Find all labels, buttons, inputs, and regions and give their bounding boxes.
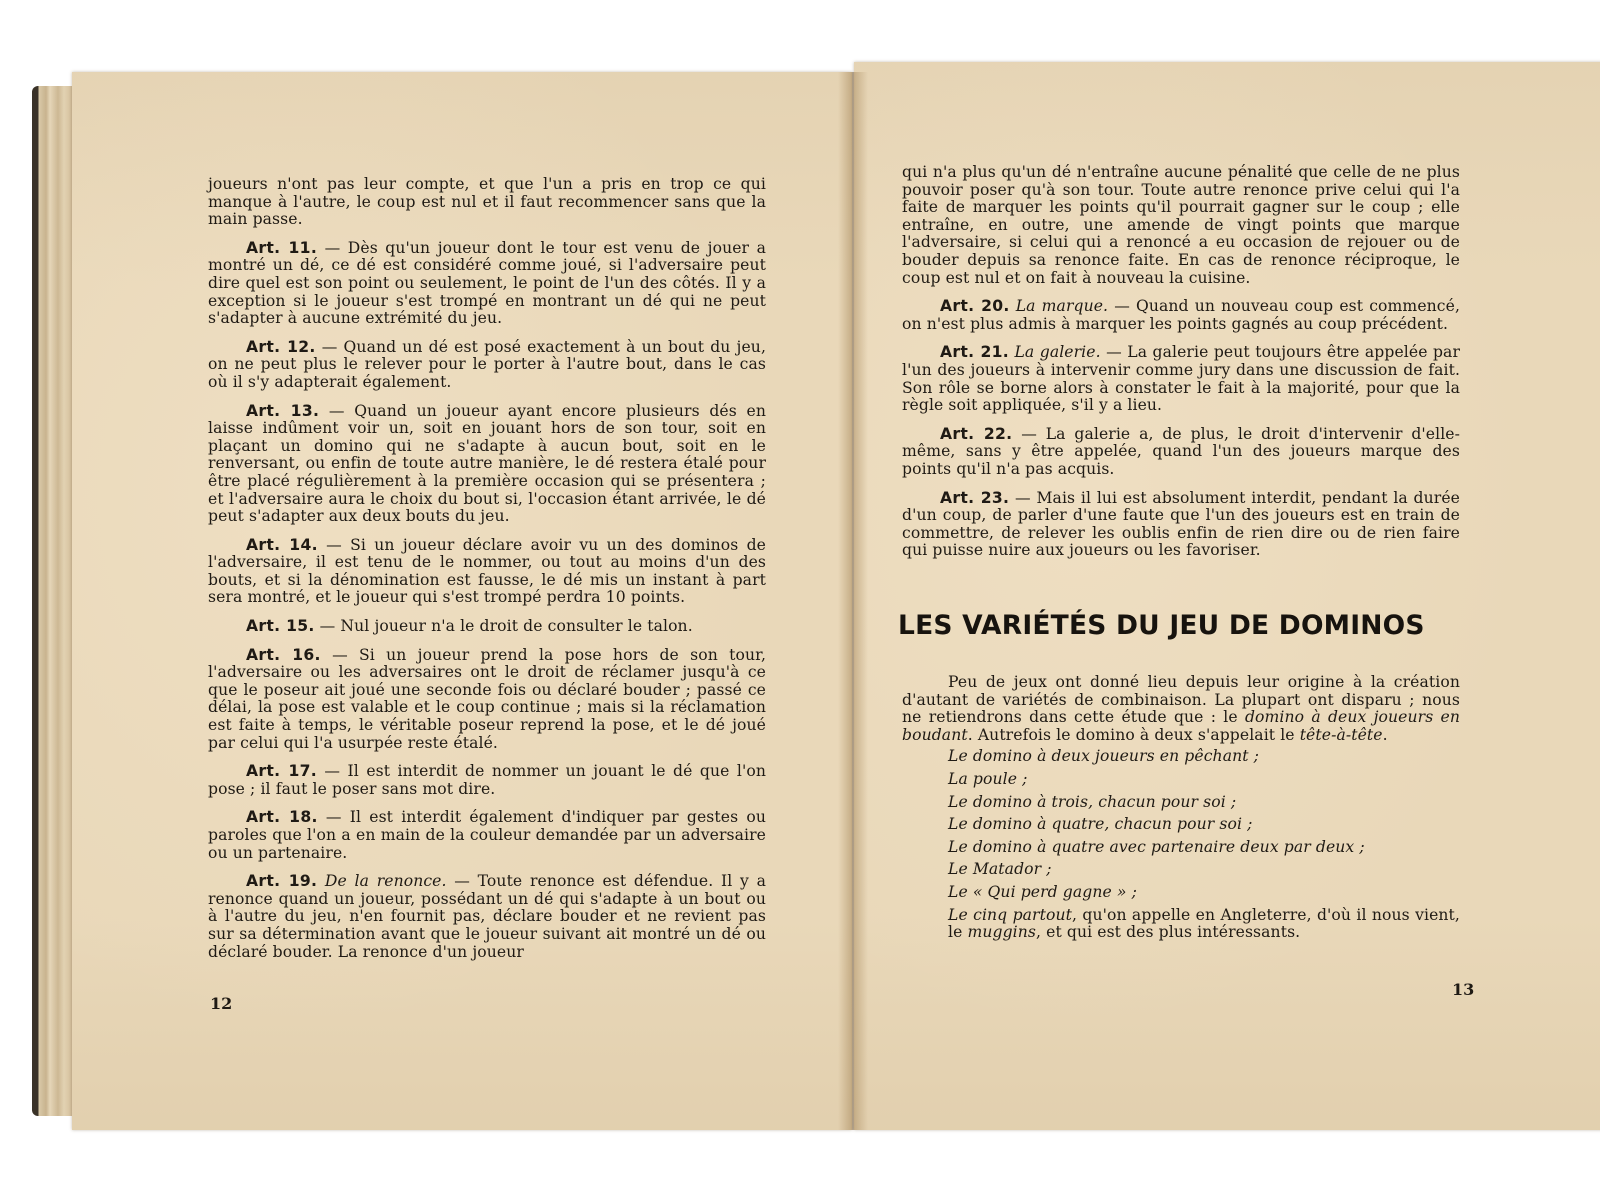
intro-text: . Autrefois le domino à deux s'appelait le xyxy=(967,725,1300,744)
article-text: — Quand un dé est posé exactement à un bout du jeu, on ne peut plus le relever pour le porter à l'autre bout, dans le cas où il s'y adapterait également. xyxy=(208,337,766,391)
list-item: La poule ; xyxy=(948,769,1028,788)
article-15 xyxy=(208,618,766,636)
left-page-text xyxy=(208,176,766,972)
article-20 xyxy=(902,298,1460,333)
article-label: Art. 22. xyxy=(940,424,1013,443)
article-title: De la renonce. xyxy=(324,872,447,891)
article-22 xyxy=(902,426,1460,479)
intro-emphasis: domino à deux joueurs en boudant xyxy=(902,708,1461,744)
variety-emphasis: muggins xyxy=(967,923,1037,942)
article-18 xyxy=(208,809,766,862)
intro-paragraph xyxy=(902,674,1460,744)
page-number-right: 13 xyxy=(1452,980,1475,999)
right-continuation: qui n'a plus qu'un dé n'entraîne aucune pénalité que celle de ne plus pouvoir poser qu'à son tour. Toute autre renonce prive celui qui l'a faite de marquer les points qu'il pourrait gagner sur le coup ; elle entraîne, en outre, une amende de vingt points que marque l'adversaire, si celui qui a renoncé a eu occasion de rejouer ou de bouder depuis sa renonce faite. En cas de renonce réciproque, le coup est nul et on fait à nouveau la cuisine. xyxy=(902,163,1460,287)
list-item xyxy=(902,907,1460,942)
right-page xyxy=(854,62,1600,1130)
article-19 xyxy=(208,873,766,961)
list-item: Le Matador ; xyxy=(948,860,1052,879)
open-book xyxy=(32,62,1580,1142)
article-label: Art. 13. xyxy=(246,401,320,420)
list-item: Le domino à deux joueurs en pêchant ; xyxy=(948,747,1260,766)
list-item: Le « Qui perd gagne » ; xyxy=(948,882,1137,901)
article-text: — Quand un joueur ayant encore plusieurs dés en laisse indûment voir un, soit en jouant hors de son tour, soit en plaçant un domino qui ne s'adapte à aucun bout, soit en le renversant, ou enfin de toute autre manière, le dé restera étalé pour être placé régulièrement à la première occasion qui se présentera ; et l'adversaire aura le choix du bout si, l'occasion étant arrivée, le dé peut s'adapter aux deux bouts du jeu. xyxy=(208,401,767,526)
article-text: — Nul joueur n'a le droit de consulter le talon. xyxy=(319,617,693,636)
article-23 xyxy=(902,490,1460,560)
article-label: Art. 21. xyxy=(940,343,1009,362)
article-label: Art. 12. xyxy=(246,337,316,356)
article-16 xyxy=(208,647,766,753)
article-text: — Il est interdit de nommer un jouant le dé que l'on pose ; il faut le poser sans mot dire. xyxy=(208,762,766,798)
page-number-left: 12 xyxy=(210,994,233,1013)
article-label: Art. 18. xyxy=(246,808,318,827)
article-text: — Si un joueur déclare avoir vu un des dominos de l'adversaire, il est tenu de le nommer, ou tout au moins d'un des bouts, et si la dénomination est fausse, le dé mis un instant à part sera montré, et le joueur qui s'est trompé perdra 10 points. xyxy=(208,535,766,607)
article-text: — Mais il lui est absolument interdit, pendant la durée d'un coup, de parler d'une faute que l'un des joueurs est en train de commettre, de relever les oublis enfin de rien dire ou de rien faire qui puisse nuire aux joueurs ou les favoriser. xyxy=(902,488,1460,560)
article-text: — Quand un nouveau coup est commencé, on n'est plus admis à marquer les points gagnés au coup précédent. xyxy=(902,297,1461,333)
article-text: — La galerie peut toujours être appelée par l'un des joueurs à intervenir comme jury dans une discussion de fait. Son rôle se borne alors à constater le fait à la majorité, pour que la règle soit appliquée, s'il y a lieu. xyxy=(902,343,1460,415)
article-label: Art. 19. xyxy=(246,872,318,891)
list-item: Le domino à quatre, chacun pour soi ; xyxy=(948,815,1253,834)
list-item: Le domino à quatre avec partenaire deux par deux ; xyxy=(948,837,1365,856)
article-label: Art. 16. xyxy=(246,645,321,664)
book-gutter xyxy=(838,72,868,1130)
article-text: — Toute renonce est défendue. Il y a renonce quand un joueur, possédant un dé qui s'adapte à un bout ou à l'autre du jeu, n'en fournit pas, déclare bouder et ne revient pas sur sa détermination avant que le joueur suivant ait montré un dé ou déclaré bouder. La renonce d'un joueur xyxy=(208,872,766,961)
article-title: La marque. xyxy=(1015,297,1109,316)
article-12 xyxy=(208,339,766,392)
varieties-list xyxy=(902,748,1460,941)
variety-emphasis: Le cinq partout xyxy=(948,905,1072,924)
article-label: Art. 15. xyxy=(246,617,315,636)
intro-text: . xyxy=(1382,725,1388,744)
article-label: Art. 23. xyxy=(940,488,1010,507)
article-title: La galerie. xyxy=(1014,343,1101,362)
article-14 xyxy=(208,537,766,607)
article-label: Art. 20. xyxy=(940,297,1010,316)
article-label: Art. 17. xyxy=(246,762,317,781)
right-page-text xyxy=(902,164,1460,571)
section-heading: LES VARIÉTÉS DU JEU DE DOMINOS xyxy=(898,610,1425,641)
intro-text: Peu de jeux ont donné lieu depuis leur origine à la création d'autant de variétés de combinaison. La plupart ont disparu ; nous ne retiendrons dans cette étude que : le xyxy=(902,673,1460,727)
varieties-section xyxy=(902,674,1460,947)
list-item: Le domino à trois, chacun pour soi ; xyxy=(948,792,1237,811)
left-continuation: joueurs n'ont pas leur compte, et que l'un a pris en trop ce qui manque à l'autre, le coup est nul et il faut recommencer sans que la main passe. xyxy=(208,175,766,229)
left-page xyxy=(72,72,852,1130)
article-label: Art. 11. xyxy=(246,238,318,257)
article-label: Art. 14. xyxy=(246,535,318,554)
article-text: — Dès qu'un joueur dont le tour est venu de jouer a montré un dé, ce dé est considéré comme joué, si l'adversaire peut dire quel est son point ou seulement, le point de l'un des côtés. Il y a exception si le joueur s'est trompé en montrant un dé qui ne peut s'adapter à aucune extrémité du jeu. xyxy=(208,238,766,328)
article-11 xyxy=(208,240,766,328)
variety-text: , et qui est des plus intéressants. xyxy=(1036,923,1301,942)
article-17 xyxy=(208,763,766,798)
article-13 xyxy=(208,403,766,526)
article-text: — Si un joueur prend la pose hors de son tour, l'adversaire ou les adversaires ont le droit de réclamer jusqu'à ce que le poseur ait joué une seconde fois ou déclaré bouder ; passé ce délai, la pose est valable et le coup continue ; mais si la réclamation est faite à temps, le véritable poseur reprend la pose, et le dé joué par celui qui l'a usurpée reste étalé. xyxy=(208,645,767,752)
article-21 xyxy=(902,344,1460,414)
intro-emphasis: tête-à-tête xyxy=(1299,725,1383,744)
article-text: — Il est interdit également d'indiquer par gestes ou paroles que l'on a en main de la couleur demandée par un adversaire ou un partenaire. xyxy=(208,808,766,862)
variety-text: , qu'on appelle en Angleterre, d'où il nous vient, le xyxy=(948,905,1460,942)
article-text: — La galerie a, de plus, le droit d'intervenir d'elle-même, sans y être appelée, quand l'un des joueurs marque des points qu'il n'a pas acquis. xyxy=(902,424,1460,478)
